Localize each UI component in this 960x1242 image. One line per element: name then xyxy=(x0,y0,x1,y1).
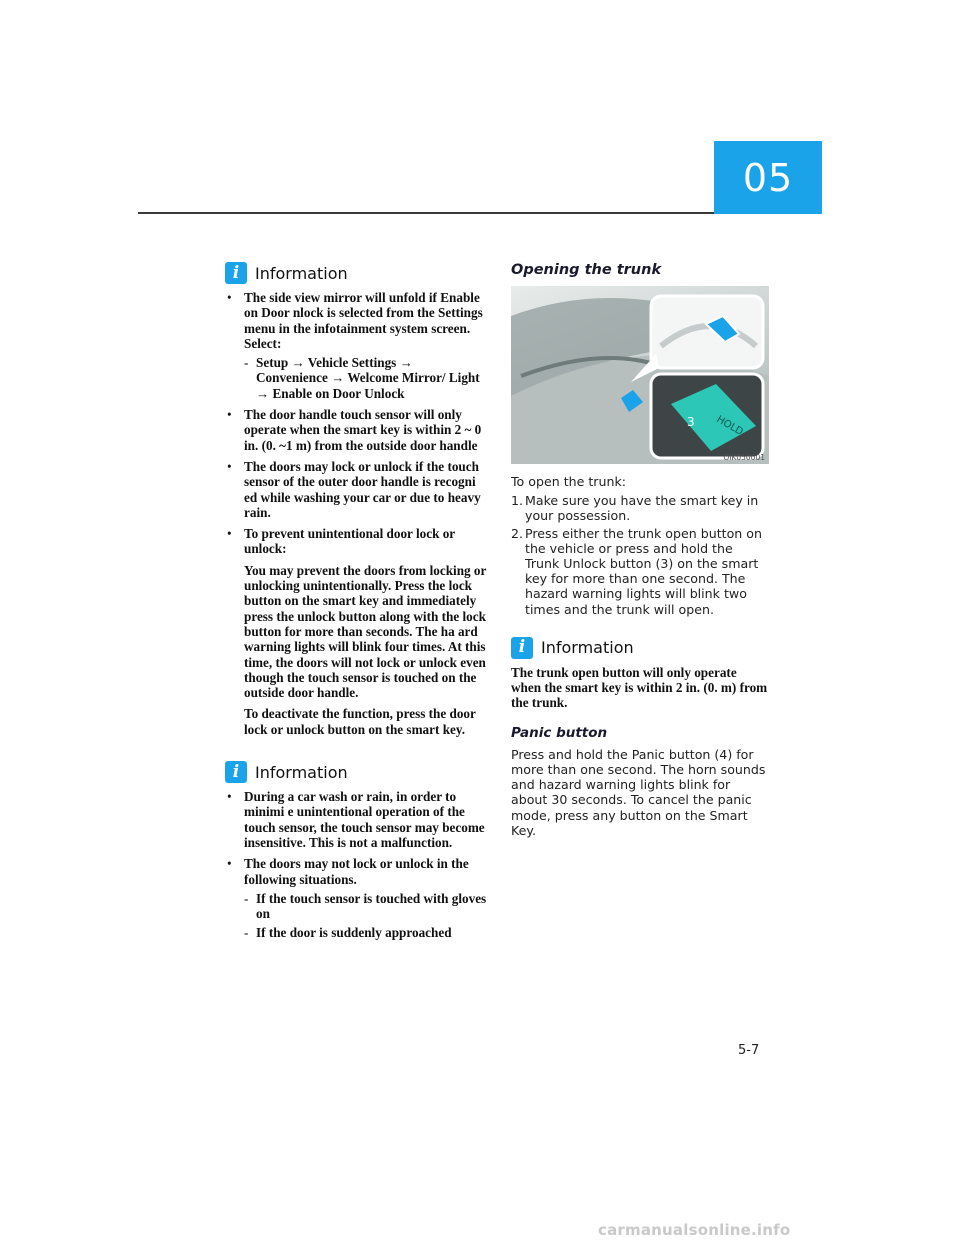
step-item: 2. Press either the trunk open button on the vehicle or press and hold the Trunk Unlock button (3) on the smart key for more than one second. The hazard warning lights will blink two times and the trunk will open. xyxy=(511,525,762,617)
sub-list xyxy=(244,355,487,401)
info-list xyxy=(225,789,487,941)
info-heading xyxy=(225,761,487,783)
header-rule xyxy=(138,212,714,214)
chapter-number: 05 xyxy=(742,155,794,200)
info-title: Information xyxy=(255,762,348,782)
info-heading xyxy=(225,262,487,284)
left-column xyxy=(225,262,487,947)
panic-text: Press and hold the Panic button (4) for more than one second. The horn sounds and hazard warning lights blink for about 30 seconds. To cancel the panic mode, press any button on the Smart Key. xyxy=(511,746,766,838)
list-item: • The doors may not lock or unlock in the following situations. - If the touch sensor is touched with gloves on - If the door is suddenly approached xyxy=(225,856,487,940)
trunk-illustration xyxy=(511,286,769,464)
page-number: 5-7 xyxy=(738,1043,760,1058)
steps-list xyxy=(511,493,769,617)
section-title: Panic button xyxy=(511,724,608,741)
info-text: The trunk open button will only operate when the smart key is within 2 in. (0. m) from the trunk. xyxy=(511,664,768,711)
right-column xyxy=(511,262,769,838)
button-number-label: 3 xyxy=(687,415,695,429)
list-item: • The door handle touch sensor will only operate when the smart key is within 2 ~ 0 in. (0. ~1 m) from the outside door handle xyxy=(225,407,487,453)
trunk-intro: To open the trunk: xyxy=(511,474,626,489)
hold-label: HOLD xyxy=(714,414,745,438)
watermark: carmanualsonline.info xyxy=(598,1221,791,1239)
sub-list-item: - If the door is suddenly approached xyxy=(244,925,487,940)
image-code: OIK050001 xyxy=(723,453,765,462)
section-title: Opening the trunk xyxy=(511,262,662,278)
chapter-tab xyxy=(714,141,822,214)
sub-list-item: - Setup → Vehicle Settings → Convenience → Welcome Mirror/ Light → Enable on Door Unlock xyxy=(244,355,487,401)
info-icon: i xyxy=(225,262,247,284)
step-item: 1. Make sure you have the smart key in your possession. xyxy=(511,493,759,524)
paragraph: To deactivate the function, press the door lock or unlock button on the smart key. xyxy=(244,706,476,737)
sub-list xyxy=(244,891,487,941)
trunk-image xyxy=(511,286,769,464)
paragraph: You may prevent the doors from locking or unlocking unintentionally. Press the lock button on the smart key and immediately press the unlock button along with the lock button for more than seconds. The ha ard warning lights will blink four times. At this time, the doors will not lock or unlock even though the touch sensor is touched on the outside door handle. xyxy=(244,562,487,701)
info-icon: i xyxy=(225,761,247,783)
info-title: Information xyxy=(541,638,634,658)
list-item: • During a car wash or rain, in order to minimi e unintentional operation of the touch sensor, the touch sensor may become insensitive. This is not a malfunction. xyxy=(225,789,487,850)
list-item: • The doors may lock or unlock if the touch sensor of the outer door handle is recogni ed while washing your car or due to heavy rain. xyxy=(225,459,487,520)
list-item: • The side view mirror will unfold if Enable on Door nlock is selected from the Settings menu in the infotainment system screen. Select: - Setup → Vehicle Settings → Convenience → Welcome Mirror/ Light → Enable on Door Unlock xyxy=(225,290,487,401)
info-list xyxy=(225,290,487,737)
list-item: • To prevent unintentional door lock or unlock: You may prevent the doors from locking or unlocking unintentionally. Press the lock button on the smart key and immediately press the unlock button along with the lock button for more than seconds. The ha ard warning lights will blink four times. At this time, the doors will not lock or unlock even though the touch sensor is touched on the outside door handle. To deactivate the function, press the door lock or unlock button on the smart key. xyxy=(225,526,487,737)
info-heading xyxy=(511,637,769,659)
info-icon: i xyxy=(511,637,533,659)
sub-list-item: - If the touch sensor is touched with gloves on xyxy=(244,891,487,922)
info-title: Information xyxy=(255,263,348,283)
